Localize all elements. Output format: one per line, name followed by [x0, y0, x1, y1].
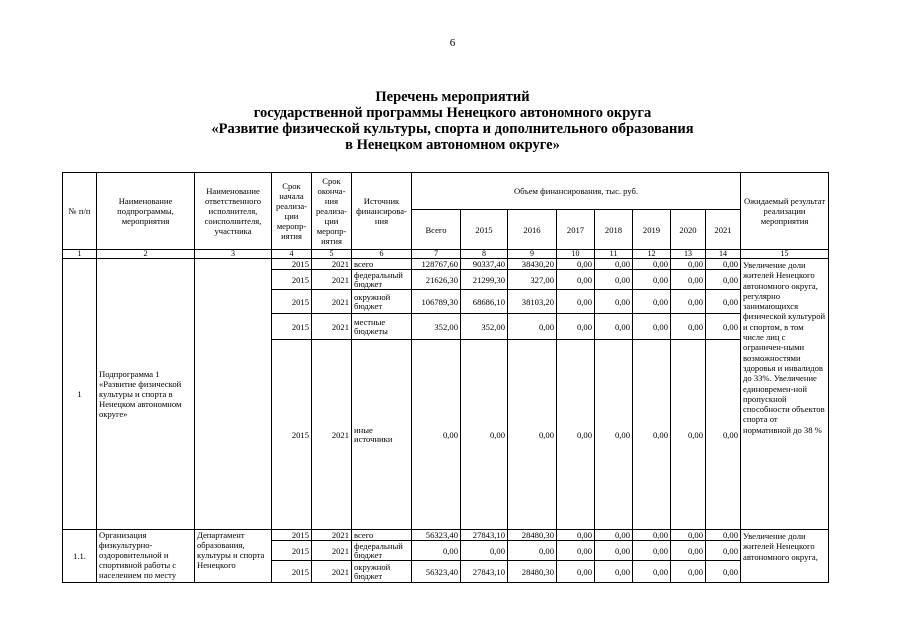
document-title [0, 89, 905, 153]
funding-source: окружной бюджет [352, 561, 412, 583]
year-value: 0,00 [461, 340, 508, 530]
total-value: 128767,60 [412, 259, 461, 270]
year-value: 90337,40 [461, 259, 508, 270]
start-year: 2015 [272, 561, 312, 583]
column-number: 8 [461, 250, 508, 259]
header-responsible: Наименование ответственного исполнителя, соисполнителя, участника [195, 173, 272, 250]
year-value: 0,00 [706, 541, 741, 561]
year-value: 0,00 [671, 314, 706, 340]
year-value: 0,00 [671, 270, 706, 290]
year-value: 0,00 [706, 530, 741, 541]
start-year: 2015 [272, 340, 312, 530]
year-value: 0,00 [671, 340, 706, 530]
end-year: 2021 [312, 290, 352, 314]
start-year: 2015 [272, 290, 312, 314]
year-value: 0,00 [557, 541, 595, 561]
title-line: в Ненецком автономном округе» [345, 137, 560, 153]
title-line: государственной программы Ненецкого автономного округа [253, 105, 652, 121]
year-value: 0,00 [595, 530, 633, 541]
table-row [63, 530, 829, 541]
end-year: 2021 [312, 340, 352, 530]
column-number: 4 [272, 250, 312, 259]
start-year: 2015 [272, 314, 312, 340]
end-year: 2021 [312, 270, 352, 290]
page-number: 6 [449, 37, 456, 49]
year-value: 0,00 [595, 561, 633, 583]
funding-source: всего [352, 530, 412, 541]
year-value: 327,00 [508, 270, 557, 290]
header-total: Всего [412, 210, 461, 250]
end-year: 2021 [312, 561, 352, 583]
year-value: 0,00 [633, 314, 671, 340]
year-value: 0,00 [557, 290, 595, 314]
year-value: 28480,30 [508, 561, 557, 583]
year-value: 0,00 [595, 314, 633, 340]
year-value: 0,00 [595, 290, 633, 314]
year-value: 0,00 [706, 314, 741, 340]
activity-name: Организация физкультурно-оздоровительной и спортивной работы с населением по месту [97, 530, 195, 583]
year-value: 21299,30 [461, 270, 508, 290]
total-value: 21626,30 [412, 270, 461, 290]
column-number: 13 [671, 250, 706, 259]
year-value: 0,00 [671, 561, 706, 583]
year-value: 0,00 [595, 541, 633, 561]
header-result: Ожидаемый результат реализации мероприятия [741, 173, 829, 250]
year-value: 0,00 [706, 259, 741, 270]
table-row [63, 259, 829, 270]
end-year: 2021 [312, 530, 352, 541]
year-value: 0,00 [633, 530, 671, 541]
header-year: 2019 [633, 210, 671, 250]
start-year: 2015 [272, 530, 312, 541]
column-number: 9 [508, 250, 557, 259]
year-value: 27843,10 [461, 530, 508, 541]
year-value: 38103,20 [508, 290, 557, 314]
header-start: Срок начала реализа-ции меропр-иятия [272, 173, 312, 250]
header-source: Источник финансирова-ния [352, 173, 412, 250]
column-number: 11 [595, 250, 633, 259]
total-value: 0,00 [412, 541, 461, 561]
year-value: 0,00 [706, 290, 741, 314]
year-value: 38430,20 [508, 259, 557, 270]
start-year: 2015 [272, 259, 312, 270]
column-number: 1 [63, 250, 97, 259]
responsible-cell: Департамент образования, культуры и спорта Ненецкого [195, 530, 272, 583]
year-value: 0,00 [557, 314, 595, 340]
header-name: Наименование подпрограммы, мероприятия [97, 173, 195, 250]
funding-source: иные источники [352, 340, 412, 530]
year-value: 0,00 [671, 530, 706, 541]
column-number-row [63, 250, 829, 259]
column-number: 3 [195, 250, 272, 259]
total-value: 0,00 [412, 340, 461, 530]
header-row [63, 173, 829, 210]
column-number: 2 [97, 250, 195, 259]
expected-result: Увеличение доли жителей Ненецкого автономного округа, [741, 530, 829, 583]
year-value: 0,00 [706, 340, 741, 530]
column-number: 15 [741, 250, 829, 259]
expected-result: Увеличение доли жителей Ненецкого автономного округа, регулярно занимающихся физической культурой и спортом, в том числе лиц с ограничен-ными возможностями здоровья и инвалидов до 33%. Увеличение единовремен-ной пропускной способности объектов спорта от нормативной до 38 % [741, 259, 829, 530]
header-year: 2018 [595, 210, 633, 250]
financing-table [62, 172, 829, 583]
year-value: 0,00 [633, 541, 671, 561]
year-value: 27843,10 [461, 561, 508, 583]
year-value: 0,00 [671, 259, 706, 270]
year-value: 0,00 [633, 340, 671, 530]
header-year: 2016 [508, 210, 557, 250]
row-number: 1 [63, 259, 97, 530]
header-year: 2021 [706, 210, 741, 250]
end-year: 2021 [312, 314, 352, 340]
end-year: 2021 [312, 541, 352, 561]
year-value: 0,00 [557, 259, 595, 270]
header-num: № п/п [63, 173, 97, 250]
column-number: 6 [352, 250, 412, 259]
header-year: 2020 [671, 210, 706, 250]
column-number: 7 [412, 250, 461, 259]
header-year: 2017 [557, 210, 595, 250]
year-value: 0,00 [508, 541, 557, 561]
subprogram-name: Подпрограмма 1 «Развитие физической культуры и спорта в Ненецком автономном округе» [97, 259, 195, 530]
header-volume: Объем финансирования, тыс. руб. [412, 173, 741, 210]
row-number: 1.1. [63, 530, 97, 583]
funding-source: всего [352, 259, 412, 270]
title-line: Перечень мероприятий [375, 89, 530, 105]
year-value: 0,00 [671, 541, 706, 561]
total-value: 106789,30 [412, 290, 461, 314]
header-year: 2015 [461, 210, 508, 250]
start-year: 2015 [272, 270, 312, 290]
year-value: 0,00 [633, 290, 671, 314]
end-year: 2021 [312, 259, 352, 270]
funding-source: федеральный бюджет [352, 541, 412, 561]
total-value: 56323,40 [412, 530, 461, 541]
total-value: 56323,40 [412, 561, 461, 583]
year-value: 0,00 [557, 270, 595, 290]
column-number: 14 [706, 250, 741, 259]
year-value: 0,00 [633, 561, 671, 583]
year-value: 68686,10 [461, 290, 508, 314]
column-number: 12 [633, 250, 671, 259]
year-value: 0,00 [595, 340, 633, 530]
year-value: 0,00 [461, 541, 508, 561]
year-value: 0,00 [706, 270, 741, 290]
funding-source: окружной бюджет [352, 290, 412, 314]
year-value: 0,00 [557, 340, 595, 530]
total-value: 352,00 [412, 314, 461, 340]
start-year: 2015 [272, 541, 312, 561]
year-value: 0,00 [508, 340, 557, 530]
year-value: 352,00 [461, 314, 508, 340]
column-number: 10 [557, 250, 595, 259]
year-value: 28480,30 [508, 530, 557, 541]
title-line: «Развитие физической культуры, спорта и дополнительного образования [211, 121, 694, 137]
responsible-cell [195, 259, 272, 530]
year-value: 0,00 [633, 259, 671, 270]
year-value: 0,00 [595, 270, 633, 290]
year-value: 0,00 [508, 314, 557, 340]
header-end: Срок оконча-ния реализа-ции меропр-иятия [312, 173, 352, 250]
year-value: 0,00 [633, 270, 671, 290]
year-value: 0,00 [671, 290, 706, 314]
funding-source: федеральный бюджет [352, 270, 412, 290]
year-value: 0,00 [706, 561, 741, 583]
funding-source: местные бюджеты [352, 314, 412, 340]
column-number: 5 [312, 250, 352, 259]
year-value: 0,00 [557, 561, 595, 583]
year-value: 0,00 [557, 530, 595, 541]
year-value: 0,00 [595, 259, 633, 270]
